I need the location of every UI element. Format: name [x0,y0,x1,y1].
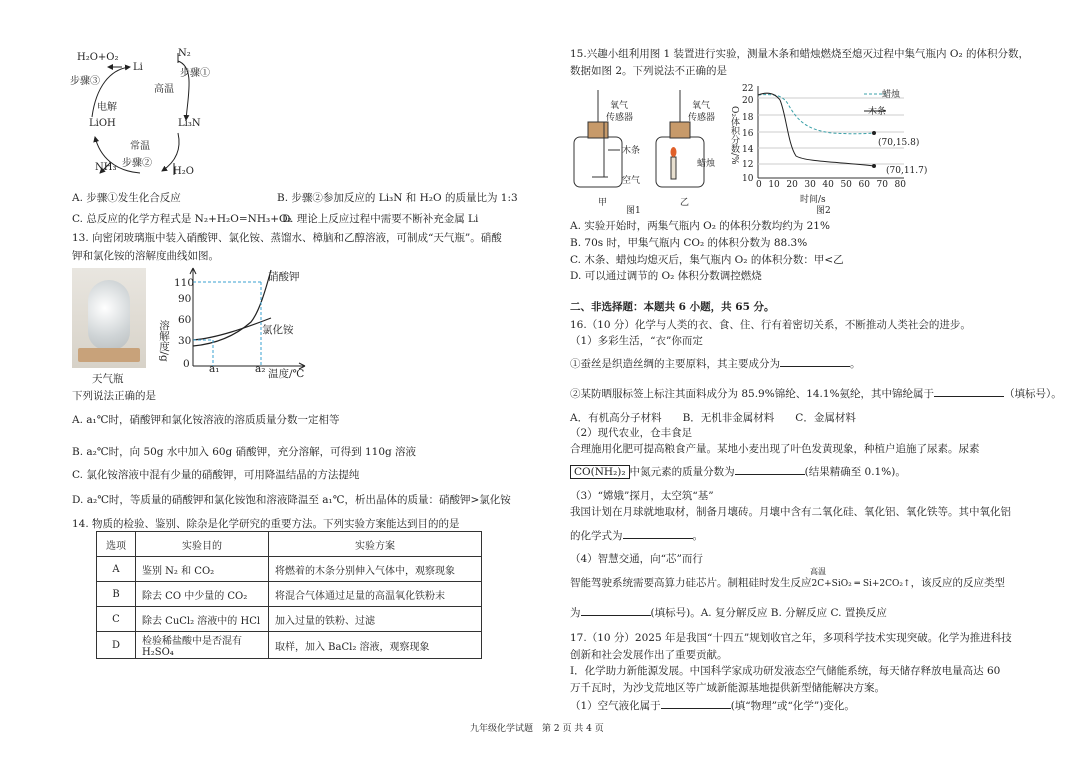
q17-stem-line1: 17.（10 分）2025 年是我国“十四五”规划收官之年，多项科学技术实现突破。化学为推进科技 [570,632,1012,644]
fig2-xtick: 20 [786,180,798,190]
point-label-candle: (70,15.8) [878,138,920,148]
ytick-0: 0 [183,358,190,370]
q17-para1: Ⅰ．化学助力新能源发展。中国科学家成功研发液态空气储能系统，每天储存释放电量高达 60 [570,665,1001,677]
legend-wood: 木条 [868,107,887,117]
answer-blank-5[interactable] [581,605,651,616]
q16-part2: （2）现代农业，仓丰食足 [570,427,693,439]
q13-option-d: D. a₂℃时，等质量的硝酸钾和氯化铵饱和溶液降温至 a₁℃，析出晶体的质量：硝酸钾>氯化铵 [72,494,511,506]
fig1-wood-label: 木条 [622,146,641,156]
q15-option-c: C. 木条、蜡烛均熄灭后，集气瓶内 O₂ 的体积分数：甲<乙 [570,254,844,266]
urea-formula: CO(NH₂)₂ [570,465,630,479]
fig2-ytick-10: 10 [742,174,754,184]
q16-part2-tail: (结果精确至 0.1%)。 [804,466,906,478]
q15-option-b: B. 70s 时，甲集气瓶内 CO₂ 的体积分数为 88.3% [570,237,808,249]
q14-stem: 14. 物质的检验、鉴别、除杂是化学研究的重要方法。下列实验方案能达到目的的是 [72,518,460,530]
fig2-ytick-14: 14 [742,145,754,155]
q16-part1: （1）多彩生活，“衣”你而定 [570,335,703,347]
fig2-xtick: 50 [840,180,852,190]
table-cell: 除去 CuCl₂ 溶液中的 HCl [136,607,269,632]
cycle-li: Li [133,62,143,73]
cycle-nh3: NH₃ [95,162,117,173]
reaction-condition: 高温 [810,567,826,576]
fig1-sensor-label-1a: 氧气 [610,101,629,111]
q16-part1a-text: ①蚕丝是织造丝绸的主要原料，其主要成分为 [570,358,780,370]
q14-table [96,531,482,659]
q16-part3-line2: 的化学式为 。 [570,530,703,542]
fig2-xtick: 10 [768,180,780,190]
fig2-xtick: 80 [894,180,906,190]
cycle-lioh: LiOH [89,118,116,129]
q16-part1b [570,386,1062,401]
q16-part4-opts: (填标号)。A. 复分解反应 B. 分解反应 C. 置换反应 [650,607,887,619]
table-cell: 除去 CO 中少量的 CO₂ [136,582,269,607]
q17-stem-line2: 创新和社会发展作出了重要贡献。 [570,649,728,661]
q16-part4: （4）智慧交通，向“芯”而行 [570,553,703,565]
q16-part4-tail: ，该反应的反应类型 [910,577,1006,589]
fig2-xtick: 30 [804,180,816,190]
fig2-ytick-18: 18 [742,113,754,123]
q17-question1 [570,698,855,713]
table-row [97,607,482,632]
q12-option-a: A. 步骤①发生化合反应 [72,192,181,204]
curve-label-kno3: 硝酸钾 [268,271,300,283]
cycle-h2o-o2: H₂O+O₂ [77,52,119,63]
cycle-arrows [70,45,240,180]
cycle-changwen: 常温 [130,141,150,152]
fig1-sensor-label-2b: 传感器 [688,113,716,123]
fig1-sensor-label-1b: 传感器 [606,113,634,123]
table-cell: 加入过量的铁粉、过滤 [269,607,482,632]
solubility-ylabel: 溶解度/g [158,320,170,362]
fig2-ytick-16: 16 [742,129,754,139]
q15-option-a: A. 实验开始时，两集气瓶内 O₂ 的体积分数均约为 21% [570,220,830,232]
q16-part4-text2: 为 [570,607,581,619]
weather-bottle-caption: 天气瓶 [92,373,124,385]
fig2-xtick: 0 [756,180,762,190]
legend-candle: 蜡烛 [882,90,901,100]
point-label-wood: (70,11.7) [886,166,928,176]
reaction-equation: 2C+SiO₂ ═ Si+2CO₂↑ [811,579,911,589]
table-header: 实验方案 [269,532,482,557]
q17-para2: 万千瓦时，为沙戈荒地区等广域新能源基地提供新型储能解决方案。 [570,682,885,694]
ytick-90: 90 [178,293,192,305]
table-cell: 鉴别 N₂ 和 CO₂ [136,557,269,582]
q13-stem-line2: 钾和氯化铵的溶解度曲线如图。 [72,250,219,262]
table-row [97,557,482,582]
table-cell: 取样，加入 BaCl₂ 溶液，观察现象 [269,632,482,659]
table-row [97,632,482,659]
q16-part1b-text: ②某防晒服标签上标注其面料成分为 85.9%锦纶、14.1%氨纶，其中锦纶属于 [570,388,935,400]
fig2-xtick: 60 [858,180,870,190]
xtick-a2: a₂ [255,363,266,375]
fig2-xtick: 70 [876,180,888,190]
table-cell: 将混合气体通过足量的高温氧化铁粉末 [269,582,482,607]
curve-label-nh4cl: 氯化铵 [262,324,294,336]
answer-blank-1[interactable] [780,356,850,367]
ytick-30: 30 [178,335,192,347]
fig2-ytick-20: 20 [742,96,754,106]
table-cell: B [97,582,136,607]
fig1-yi: 乙 [680,198,690,208]
q16-part3: （3）“嫦娥”探月，太空筑“基” [570,490,714,502]
answer-blank-2[interactable] [934,386,1004,397]
table-header: 实验目的 [136,532,269,557]
fig1-caption: 图1 [626,206,641,216]
cycle-h2o: H₂O [173,166,194,177]
cycle-dianjie: 电解 [97,102,117,113]
table-row [97,582,482,607]
q13-option-b: B. a₂℃时，向 50g 水中加入 60g 硝酸钾，充分溶解，可得到 110g 溶液 [72,446,417,458]
q16-part1b-tail: （填标号）。 [1004,388,1062,400]
cycle-gaowen: 高温 [154,84,174,95]
fig2-xlabel: 时间/s [800,195,826,205]
cycle-li3n: Li₃N [178,118,201,129]
q16-stem: 16.（10 分）化学与人类的衣、食、住、行有着密切关系，不断推动人类社会的进步。 [570,319,971,331]
xtick-a1: a₁ [209,363,220,375]
q16-part3-text: 我国计划在月球就地取材，制备月壤砖。月壤中含有二氧化硅、氧化铝、氧化铁等。其中氧化铝 [570,506,1011,518]
q17-q1-tail: (填“物理”或“化学”)变化。 [730,700,855,712]
q12-option-d: D. 理论上反应过程中需要不断补充金属 Li [282,213,479,225]
table-header-row [97,532,482,557]
q12-option-b: B. 步骤②参加反应的 Li₃N 和 H₂O 的质量比为 1:3 [277,192,518,204]
fig2-xtick: 40 [822,180,834,190]
q13-lead: 下列说法正确的是 [72,390,156,402]
q15-stem-line1: 15.兴趣小组利用图 1 装置进行实验，测量木条和蜡烛燃烧至熄灭过程中集气瓶内 O₂ 的体积分数， [570,48,1030,60]
fig2-xticks [756,180,906,190]
q16-part2-text: 合理施用化肥可提高粮食产量。某地小麦出现了叶色发黄现象，种植户追施了尿素。尿素 [570,443,980,455]
q17-q1-text: （1）空气液化属于 [570,700,661,712]
answer-blank-3[interactable] [735,464,805,475]
cycle-step1: 步骤① [180,68,210,79]
fig2-ytick-22: 22 [742,84,754,94]
table-header: 选项 [97,532,136,557]
q15-option-d: D. 可以通过调节的 O₂ 体积分数调控燃烧 [570,270,762,282]
fig1-jia: 甲 [598,198,608,208]
q16-part1-options: A．有机高分子材料 B．无机非金属材料 C．金属材料 [570,412,856,424]
fig2-ytick-12: 12 [742,160,754,170]
q13-option-a: A. a₁℃时，硝酸钾和氯化铵溶液的溶质质量分数一定相等 [72,414,340,426]
fig1-candle-label: 蜡烛 [697,159,716,169]
q16-part4-text: 智能驾驶系统需要高算力硅芯片。制粗硅时发生反应 [570,577,812,589]
table-cell: 检验稀盐酸中是否混有 H₂SO₄ [136,632,269,659]
fig1-air-label: 空气 [622,176,641,186]
table-cell: A [97,557,136,582]
q15-stem-line2: 数据如图 2。下列说法不正确的是 [570,65,728,77]
answer-blank-4[interactable] [623,528,693,539]
weather-bottle-photo [72,268,146,368]
cycle-step2: 步骤② [122,158,152,169]
q16-part3-text2: 的化学式为 [570,530,623,542]
q16-part4-line2 [570,605,887,620]
table-cell: D [97,632,136,659]
q16-part1a: ①蚕丝是织造丝绸的主要原料，其主要成分为 。 [570,358,861,370]
table-cell: 将燃着的木条分别伸入气体中，观察现象 [269,557,482,582]
answer-blank-6[interactable] [661,698,731,709]
q16-part2-mid: 中氮元素的质量分数为 [629,466,735,478]
fig2-ylabel: O₂体积分数/% [729,106,739,165]
cycle-step3: 步骤③ [70,76,100,87]
table-cell: C [97,607,136,632]
ytick-60: 60 [178,314,192,326]
q12-option-c: C. 总反应的化学方程式是 N₂+H₂O=NH₃+O₂ [72,213,292,225]
page-footer: 九年级化学试题 第 2 页 共 4 页 [470,724,604,734]
fig2-caption: 图2 [816,206,831,216]
ytick-110: 110 [174,277,195,289]
cycle-n2: N₂ [178,48,191,59]
q16-part2-line2 [570,464,906,479]
solubility-xlabel: 温度/℃ [268,368,305,380]
section-2-heading: 二、非选择题：本题共 6 小题，共 65 分。 [570,301,775,313]
q16-part4-line1 [570,575,1005,590]
q13-option-c: C. 氯化铵溶液中混有少量的硝酸钾，可用降温结晶的方法提纯 [72,469,360,481]
q13-stem-line1: 13. 向密闭玻璃瓶中装入硝酸钾、氯化铵、蒸馏水、樟脑和乙醇溶液，可制成“天气瓶”。硝酸 [72,232,502,244]
fig1-sensor-label-2a: 氧气 [692,101,711,111]
